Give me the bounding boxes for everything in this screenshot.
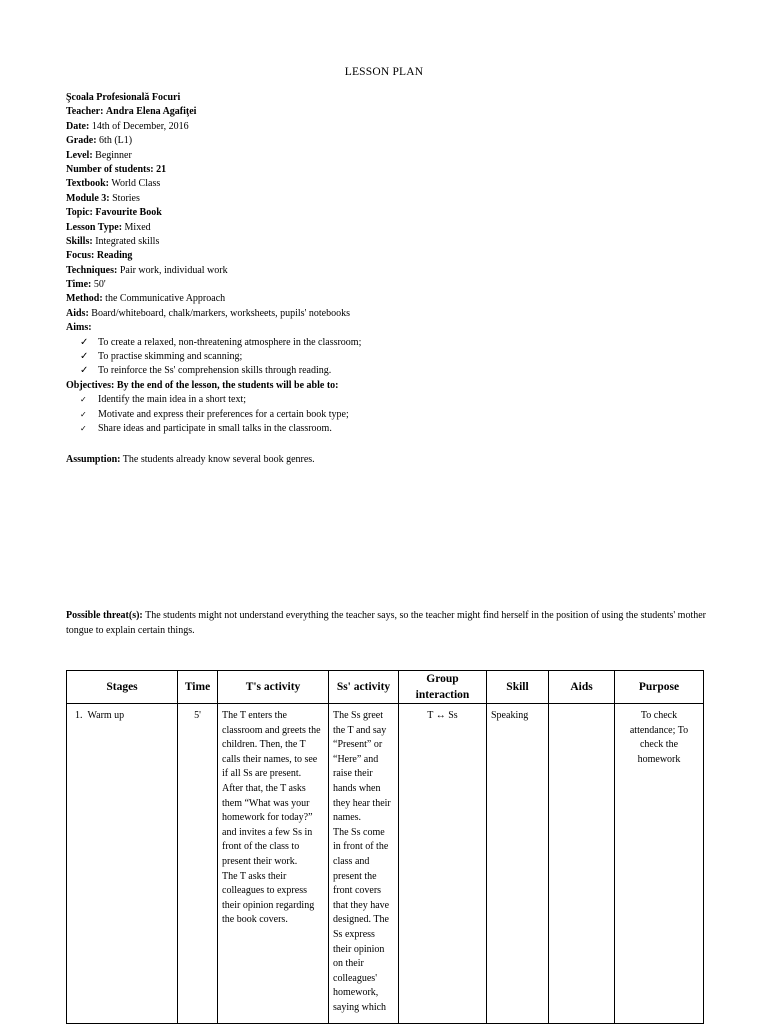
checkmark-icon: ✓ <box>80 409 87 419</box>
teacher-line: Teacher: Andra Elena Agafiţei <box>66 106 197 118</box>
checkmark-icon: ✓ <box>80 423 87 433</box>
aim-item: ✓ To create a relaxed, non-threatening atmosphere in the classroom; <box>66 336 706 350</box>
column-header-skill: Skill <box>487 671 549 704</box>
textbook-line: Textbook: World Class <box>66 178 161 190</box>
checkmark-icon: ✓ <box>80 395 87 405</box>
topic-line: Topic: Favourite Book <box>66 207 162 219</box>
stage-cell: 1. Warm up <box>67 704 178 1024</box>
column-header-aids: Aids <box>549 671 615 704</box>
column-header-purpose: Purpose <box>615 671 704 704</box>
aim-item: ✓ To reinforce the Ss' comprehension skills through reading. <box>66 364 706 378</box>
column-header-t-activity: T's activity <box>218 671 329 704</box>
focus-line: Focus: Reading <box>66 250 133 262</box>
column-header-ss-activity: Ss' activity <box>329 671 399 704</box>
techniques-line: Techniques: Pair work, individual work <box>66 264 228 276</box>
column-header-time: Time <box>178 671 218 704</box>
lesson-info <box>66 91 706 436</box>
checkmark-icon: ✓ <box>80 336 89 348</box>
table-header-row <box>67 671 704 704</box>
lesson-type-line: Lesson Type: Mixed <box>66 221 151 233</box>
level-line: Level: Beginner <box>66 149 132 161</box>
ss-activity-cell: The Ss greet the T and say “Present” or “Here” and raise their hands when they hear their names. The Ss come in front of the class and present the front covers that they have designed. The Ss express their opinion on their colleagues' homework, saying which <box>329 704 399 1024</box>
time-cell: 5' <box>178 704 218 1024</box>
grade-line: Grade: 6th (L1) <box>66 135 133 147</box>
interaction-cell: T ↔ Ss <box>399 704 487 1024</box>
lesson-stages-table <box>66 670 704 1024</box>
checkmark-icon: ✓ <box>80 365 89 377</box>
school-name: Şcoala Profesională Focuri <box>66 92 181 103</box>
t-activity-cell: The T enters the classroom and greets the children. Then, the T calls their names, to see if all Ss are present. After that, the T asks them “What was your homework for today?” and invites a few Ss in front of the class to present their work. The T asks their colleagues to express their opinion regarding the book covers. <box>218 704 329 1024</box>
column-header-group-interaction: Group interaction <box>399 671 487 704</box>
page-title: LESSON PLAN <box>344 66 424 78</box>
column-header-stages: Stages <box>67 671 178 704</box>
objectives-heading: Objectives: By the end of the lesson, the students will be able to: <box>66 379 339 391</box>
date-line: Date: 14th of December, 2016 <box>66 120 189 132</box>
objective-item: ✓ Identify the main idea in a short text; <box>66 393 706 407</box>
aims-heading: Aims: <box>66 322 92 334</box>
aim-item: ✓ To practise skimming and scanning; <box>66 350 706 364</box>
skills-line: Skills: Integrated skills <box>66 235 160 247</box>
time-line: Time: 50' <box>66 279 106 291</box>
checkmark-icon: ✓ <box>80 351 89 363</box>
aids-line: Aids: Board/whiteboard, chalk/markers, worksheets, pupils' notebooks <box>66 307 350 319</box>
threat-paragraph: Possible threat(s): The students might not understand everything the teacher says, so the teacher might find herself in the position of using the students' mother tongue to explain certain things. <box>66 610 706 636</box>
module-line: Module 3: Stories <box>66 192 140 204</box>
table-row <box>67 704 704 1024</box>
method-line: Method: the Communicative Approach <box>66 293 226 305</box>
objective-item: ✓ Motivate and express their preferences for a certain book type; <box>66 408 706 422</box>
purpose-cell: To check attendance; To check the homework <box>615 704 704 1024</box>
assumption-paragraph: Assumption: The students already know several book genres. <box>66 454 315 465</box>
aids-cell <box>549 704 615 1024</box>
students-line: Number of students: 21 <box>66 163 167 175</box>
objective-item: ✓ Share ideas and participate in small talks in the classroom. <box>66 422 706 436</box>
skill-cell: Speaking <box>487 704 549 1024</box>
